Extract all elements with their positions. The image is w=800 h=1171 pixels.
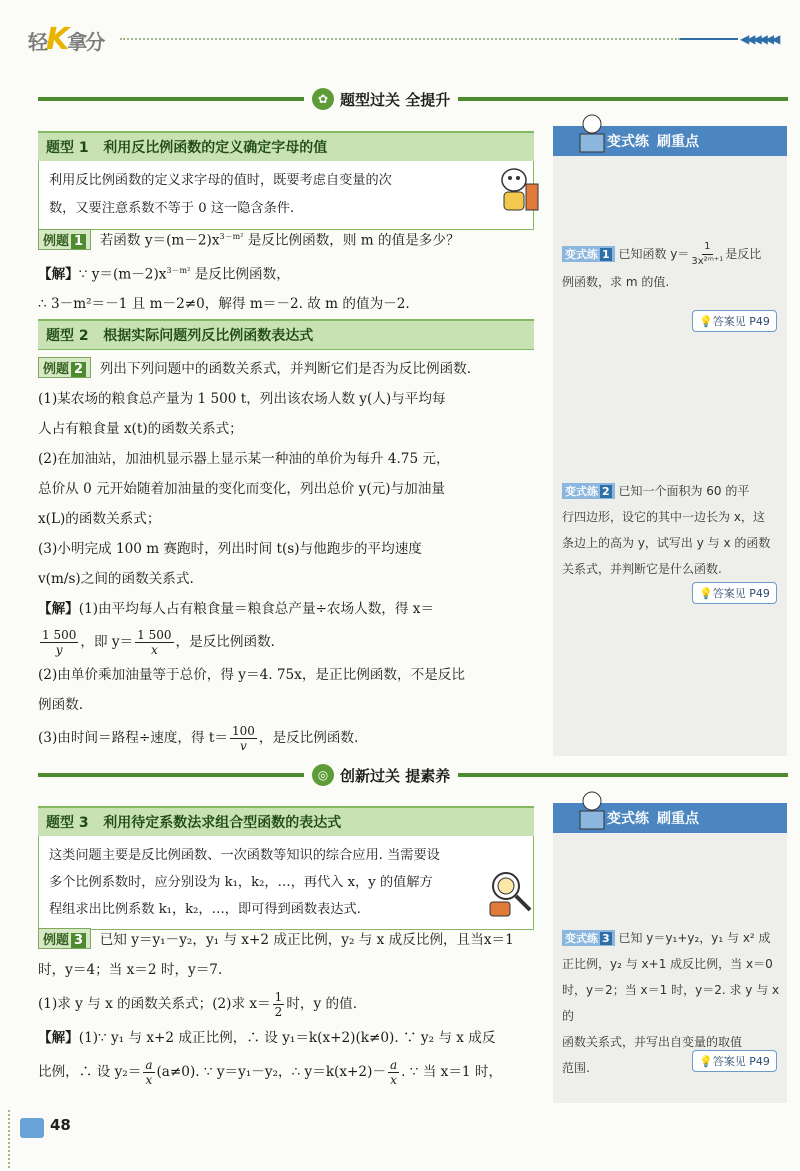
header-arrows-icon: ◀◀◀◀◀◀ xyxy=(740,32,778,46)
example-tag: 例题 3 xyxy=(38,928,91,949)
hint-icon: 💡 xyxy=(699,1055,713,1068)
variant-2: 变式练 2 已知一个面积为 60 的平 行四边形，设它的其中一边长为 x，这 条边上的高为 y，试写出 y 与 x 的函数 关系式，并判断它是什么函数. xyxy=(562,484,771,576)
example-2: 例题 2 列出下列问题中的函数关系式，并判断它们是否为反比例函数. (1)某农场的粮食总产量为 1 500 t，列出该农场人数 y(人)与平均每 人占有粮食量 x(t)的函数关系式； (2)在加油站，加油机显示器上显示某一种油的单价为每升 4.75 元， 总价从 0 元开始随着加油量的变化而变化，列出总价 y(元)与加油量 x(L)的函数关系式； (3)小明完成 100 m 赛跑时，列出时间 t(s)与他跑步的平均速度 v(m/s)之间的函数关系式. 【解】(1)由平均每人占有粮食量＝粮食总产量÷农场人数，得 x＝ $\frac{1 500}{y}$ ，即 y＝ $\frac{1 500}{x}$ ，是反比例函数. (2)由单价乘加油量等于总价，得 y＝4. 75x，是正比例函数，不是反比 例函数. (3)由时间＝路程÷速度，得 t＝ $\frac{100}{v}$ ，是反比例函数. xyxy=(38,354,538,756)
section-title-2 xyxy=(304,762,458,788)
hint-icon: 💡 xyxy=(699,587,713,600)
footer-dotted-rule xyxy=(8,1110,10,1168)
section-title-text: 创新过关 提素养 xyxy=(340,766,451,785)
page-badge-icon xyxy=(20,1118,44,1138)
reader-mascot-icon xyxy=(572,112,612,156)
book-logo: 轻K拿分 xyxy=(28,22,104,57)
variant-tag: 变式练 3 xyxy=(562,930,615,946)
answer-ref-1[interactable]: 💡答案见 P49 xyxy=(692,310,777,332)
sidebar-header-2: 变式练 刷重点 xyxy=(553,803,787,833)
mascot-icon xyxy=(490,160,544,214)
variant-1: 变式练 1 已知函数 y＝ $\frac{1}{\text{3x²ᵐ⁺¹}}$ 是反比 例函数，求 m 的值. xyxy=(562,241,762,289)
answer-ref-2[interactable]: 💡答案见 P49 xyxy=(692,582,777,604)
topic-box-3 xyxy=(38,806,534,930)
mascot-magnifier-icon xyxy=(484,864,538,918)
example-tag: 例题 2 xyxy=(38,357,91,378)
header-rule xyxy=(680,38,738,40)
header-dotted-rule xyxy=(120,38,680,40)
section-title-1 xyxy=(304,86,458,112)
topic-box-1 xyxy=(38,131,534,230)
variant-3: 变式练 3 已知 y＝y₁+y₂，y₁ 与 x² 成 正比例，y₂ 与 x+1 成反比例，当 x＝0 时，y＝2；当 x＝1 时，y＝2. 求 y 与 x 的 函数关系式，并写出自变量的取值 范围. xyxy=(562,931,780,1075)
reader-mascot-icon xyxy=(572,789,612,833)
hint-icon: 💡 xyxy=(699,315,713,328)
sidebar-header-1: 变式练 刷重点 xyxy=(553,126,787,156)
lightbulb-icon: ✿ xyxy=(312,88,334,110)
example-tag: 例题 1 xyxy=(38,229,91,250)
answer-ref-3[interactable]: 💡答案见 P49 xyxy=(692,1050,777,1072)
topic-bar: 题型 3 利用待定系数法求组合型函数的表达式 xyxy=(38,806,534,836)
spiral-icon: ◎ xyxy=(312,764,334,786)
variant-tag: 变式练 2 xyxy=(562,483,615,499)
topic-bar: 题型 1 利用反比例函数的定义确定字母的值 xyxy=(38,131,534,161)
topic-bar-2: 题型 2 根据实际问题列反比例函数表达式 xyxy=(38,319,534,350)
variant-tag: 变式练 1 xyxy=(562,246,615,262)
topic-note: 这类问题主要是反比例函数、一次函数等知识的综合应用. 当需要设 多个比例系数时，应分别设为 k₁，k₂，…，再代入 x，y 的值解方 程组求出比例系数 k₁，k₂，…，即可得到函数表达式. xyxy=(38,836,534,930)
example-1: 例题 1 若函数 $y=(m-2)x^{3-m^2}$ 是反比例函数，则 m 的值是多少？ 【解】∵ $y=(m-2)x^{3-m^2}$ 是反比例函数， ∴ 3－m²＝－1 且 m－2≠0，解得 m＝－2. 故 m 的值为－2. xyxy=(38,222,534,319)
topic-note: 利用反比例函数的定义求字母的值时，既要考虑自变量的次 数，又要注意系数不等于 0 这一隐含条件. xyxy=(38,161,534,230)
page-number: 48 xyxy=(50,1116,71,1134)
section-title-text: 题型过关 全提升 xyxy=(340,90,451,109)
example-3: 例题 3 已知 y＝y₁－y₂，y₁ 与 x+2 成正比例，y₂ 与 x 成反比例，且当x＝1 时，y＝4；当 x＝2 时，y＝7. (1)求 y 与 x 的函数关系式；(2)求 x＝ $\frac{1}{2}$ 时，y 的值. 【解】(1)∵ y₁ 与 x+2 成正比例，∴ 设 y₁＝k(x+2)(k≠0). ∵ y₂ 与 x 成反 比例，∴ 设 y₂＝ $\frac{a}{x}$ (a≠0). ∵ y＝y₁－y₂，∴ y＝k(x+2)－ $\frac{a}{x}$ . ∵ 当 x＝1 时， xyxy=(38,925,538,1091)
sidebar-panel-1 xyxy=(553,126,787,756)
